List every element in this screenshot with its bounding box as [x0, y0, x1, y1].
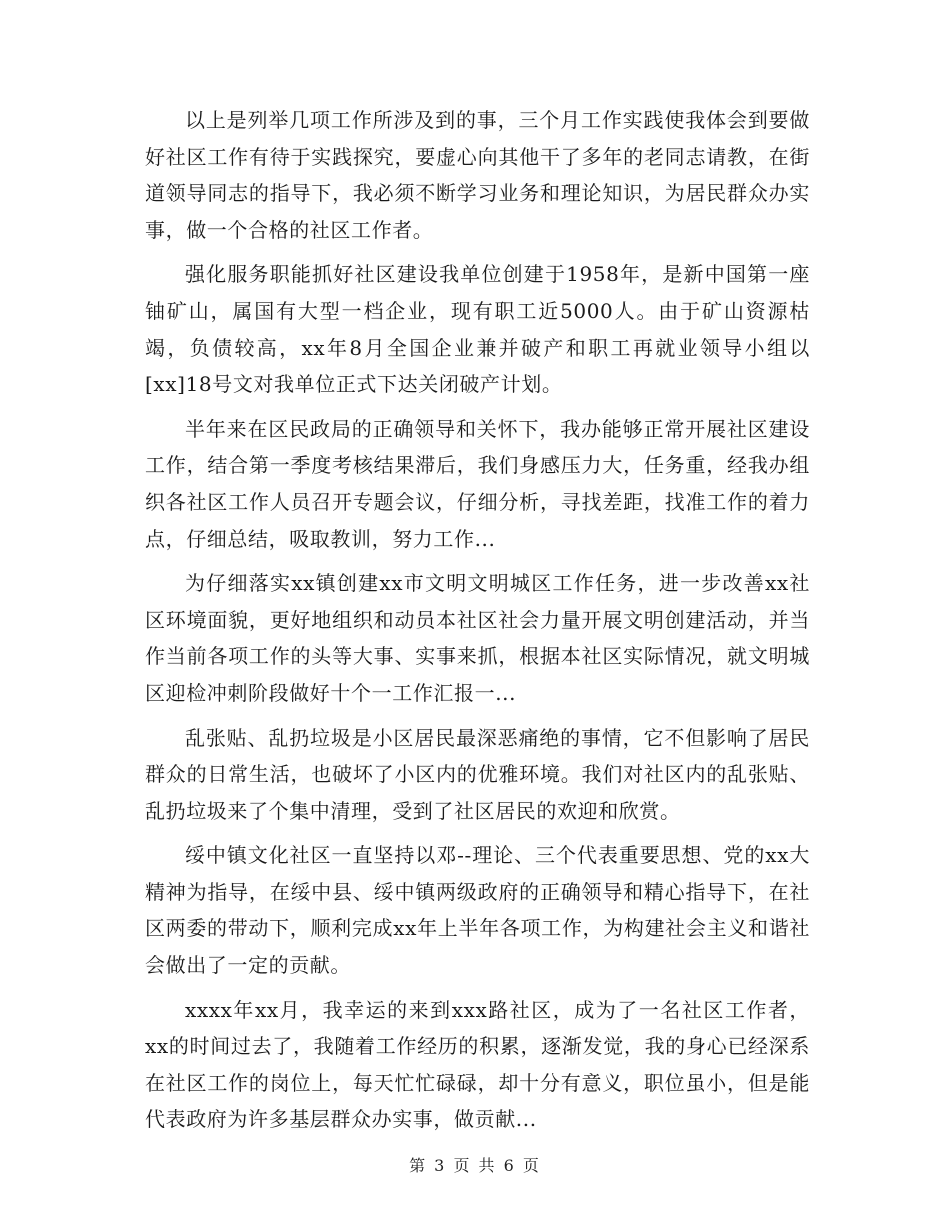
paragraph-6: 绥中镇文化社区一直坚持以邓--理论、三个代表重要思想、党的xx大精神为指导，在绥中县、绥中镇两级政府的正确领导和精心指导下，在社区两委的带动下，顺利完成xx年上半年各项工作，为构建社会主义和谐社会做出了一定的贡献。: [145, 843, 810, 978]
paragraph-4: 为仔细落实xx镇创建xx市文明文明城区工作任务，进一步改善xx社区环境面貌，更好地组织和动员本社区社会力量开展文明创建活动，并当作当前各项工作的头等大事、实事来抓，根据本社区实际情况，就文明城区迎检冲刺阶段做好十个一工作汇报一...: [145, 571, 810, 705]
paragraph-1: 以上是列举几项工作所涉及到的事，三个月工作实践使我体会到要做好社区工作有待于实践探究，要虚心向其他干了多年的老同志请教，在街道领导同志的指导下，我必须不断学习业务和理论知识，为居民群众办实事，做一个合格的社区工作者。: [145, 108, 810, 242]
paragraph-7: xxxx年xx月，我幸运的来到xxx路社区，成为了一名社区工作者，xx的时间过去了，我随着工作经历的积累，逐渐发觉，我的身心已经深系在社区工作的岗位上，每天忙忙碌碌，却十分有意义，职位虽小，但是能代表政府为许多基层群众办实事，做贡献...: [145, 997, 810, 1132]
paragraph-3: 半年来在区民政局的正确领导和关怀下，我办能够正常开展社区建设工作，结合第一季度考核结果滞后，我们身感压力大，任务重，经我办组织各社区工作人员召开专题会议，仔细分析，寻找差距，找准工作的着力点，仔细总结，吸取教训，努力工作...: [145, 416, 810, 551]
paragraph-5: 乱张贴、乱扔垃圾是小区居民最深恶痛绝的事情，它不但影响了居民群众的日常生活，也破坏了小区内的优雅环境。我们对社区内的乱张贴、乱扔垃圾来了个集中清理，受到了社区居民的欢迎和欣赏。: [145, 725, 810, 823]
document-body: [145, 102, 810, 1146]
page-number-footer: 第 3 页 共 6 页: [409, 1156, 541, 1175]
paragraph-2: 强化服务职能抓好社区建设我单位创建于1958年，是新中国第一座铀矿山，属国有大型一档企业，现有职工近5000人。由于矿山资源枯竭，负债较高，xx年8月全国企业兼并破产和职工再就业领导小组以[xx]18号文对我单位正式下达关闭破产计划。: [145, 262, 810, 397]
